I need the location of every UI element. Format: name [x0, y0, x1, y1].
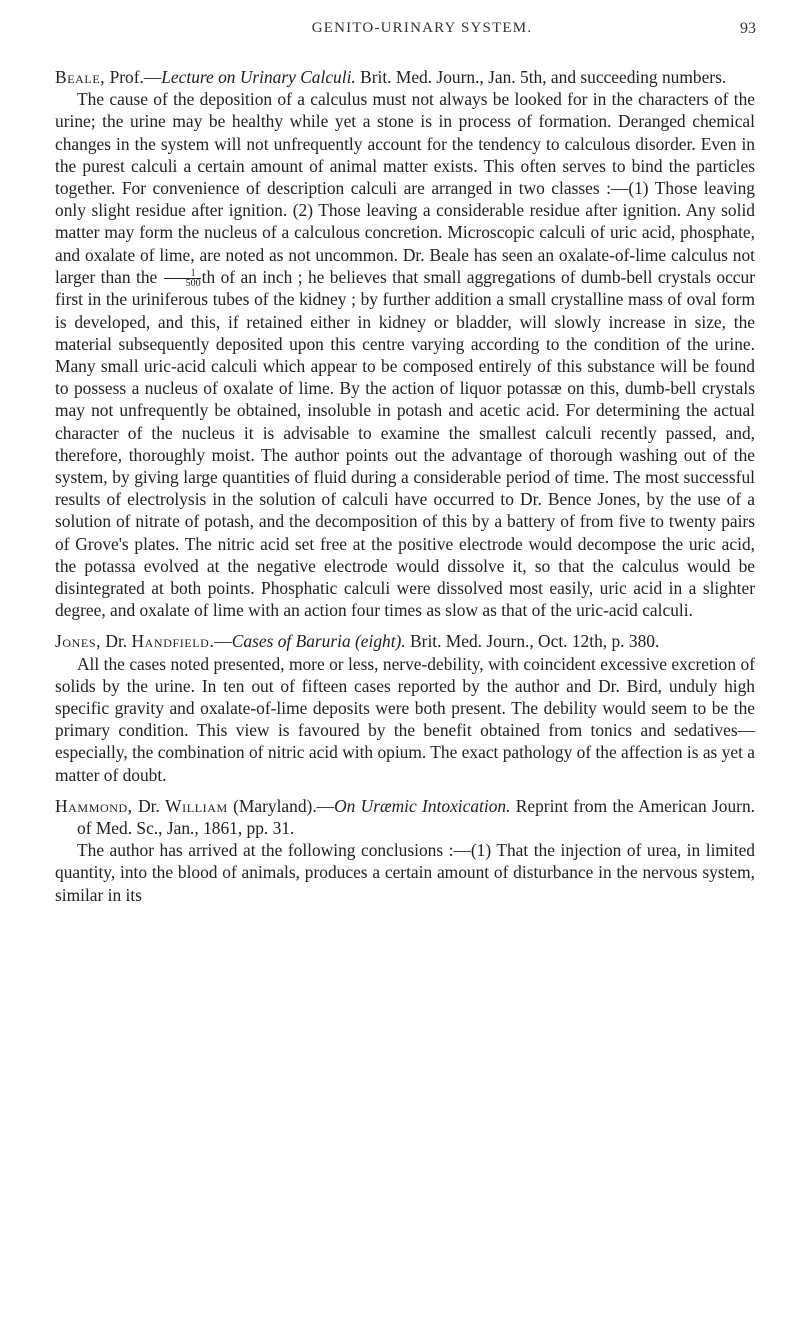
- citation: [55, 66, 755, 88]
- page-number: 93: [740, 20, 756, 37]
- page-body: [55, 66, 755, 915]
- source-reference: Brit. Med. Journ., Jan. 5th, and succeeding numbers.: [355, 67, 727, 87]
- author-surname: Jones,: [55, 631, 102, 652]
- abstract-paragraph: [55, 88, 755, 621]
- author-forename: Handfield.: [131, 631, 215, 652]
- fraction: [164, 269, 201, 288]
- running-title: GENITO-URINARY SYSTEM.: [311, 20, 533, 36]
- running-header: [88, 20, 756, 42]
- citation: [55, 630, 755, 652]
- author-rest: Dr.: [132, 795, 166, 816]
- author-affiliation: (Maryland).—: [227, 795, 335, 816]
- bibliography-entry-jones: [55, 630, 755, 785]
- work-title: Cases of Baruria (eight).: [231, 631, 406, 652]
- abstract-text-end: th of an inch ; he believes that small aggregations of dumb-bell crystals occur first in the uriniferous tubes of the kidney ; by further addition a small crystalline mass of oval form is developed, and this, if retained either in kidney or bladder, will slowly increase in size, the material subsequently deposited upon this centre varying according to the condition of the urine. Many small uric-acid calculi which appear to be composed entirely of this substance will be found to possess a nucleus of oxalate of lime. By the action of liquor potassæ on this, dumb-bell crystals may not unfrequently be obtained, insoluble in potash and acetic acid. For determining the actual character of the nucleus it is advisable to examine the smallest calculi recently passed, and, therefore, thoroughly moist. The author points out the advantage of thorough washing out of the system, by giving large quantities of fluid during a considerable period of time. The most successful results of electrolysis in the solution of calculi have occurred to Dr. Bence Jones, by the use of a solution of nitrate of potash, and the decomposition of this by a battery of from five to twenty pairs of Grove's plates. The nitric acid set free at the positive electrode would decompose the uric acid, the potassa evolved at the negative electrode would dissolve it, so that the calculus would be disintegrated at both points. Phosphatic calculi were dissolved most easily, uric acid in a slighter degree, and oxalate of lime with an action four times as slow as that of the uric-acid calculi.: [55, 266, 755, 621]
- bibliography-entry-beale: [55, 66, 755, 621]
- fraction-numerator: 1: [190, 268, 196, 280]
- bibliography-entry-hammond: [55, 795, 755, 906]
- author-forename: William: [165, 795, 228, 816]
- author-surname: Hammond,: [55, 795, 133, 816]
- author-surname: Beale,: [55, 67, 106, 87]
- abstract-text-start: The cause of the deposition of a calculus must not always be looked for in the characters of the urine; the urine may be healthy while yet a stone is in process of formation. Deranged chemical changes in the system will not unfrequently account for the tendency to calculous disorder. Even in the purest calculi a certain amount of animal matter exists. This often serves to bind the particles together. For convenience of description calculi are arranged in two classes :—(1) Those leaving only slight residue after ignition. (2) Those leaving a considerable residue after ignition. Any solid matter may form the nucleus of a calculous concretion. Microscopic calculi of uric acid, phosphate, and oxalate of lime, are noted as not uncommon. Dr. Beale has seen an oxalate-of-lime calculus not larger than the: [55, 89, 755, 287]
- fraction-denominator: 500: [164, 278, 201, 288]
- author-rest: Dr.: [101, 631, 132, 652]
- source-reference: Reprint from the American Journ. of Med. Sc., Jan., 1861, pp. 31.: [77, 795, 755, 838]
- abstract-paragraph: All the cases noted presented, more or less, nerve-debility, with coincident excessive excretion of solids by the urine. In ten out of fifteen cases reported by the author and Dr. Bird, unduly high specific gravity and oxalate-of-lime deposits were both present. The debility would seem to be the primary condition. This view is favoured by the benefit obtained from tonics and sedatives—especially, the combination of nitric acid with opium. The exact pathology of the affection is as yet a matter of doubt.: [55, 653, 755, 785]
- author-rest: Prof.—: [105, 67, 162, 87]
- abstract-paragraph: The author has arrived at the following conclusions :—(1) That the injection of urea, in limited quantity, into the blood of animals, produces a certain amount of disturbance in the nervous system, similar in its: [55, 840, 755, 905]
- citation: [55, 795, 755, 839]
- work-title: Lecture on Urinary Calculi.: [161, 67, 356, 87]
- source-reference: Brit. Med. Journ., Oct. 12th, p. 380.: [405, 631, 660, 652]
- title-dash: —: [214, 631, 232, 652]
- work-title: On Uræmic Intoxication.: [334, 795, 511, 816]
